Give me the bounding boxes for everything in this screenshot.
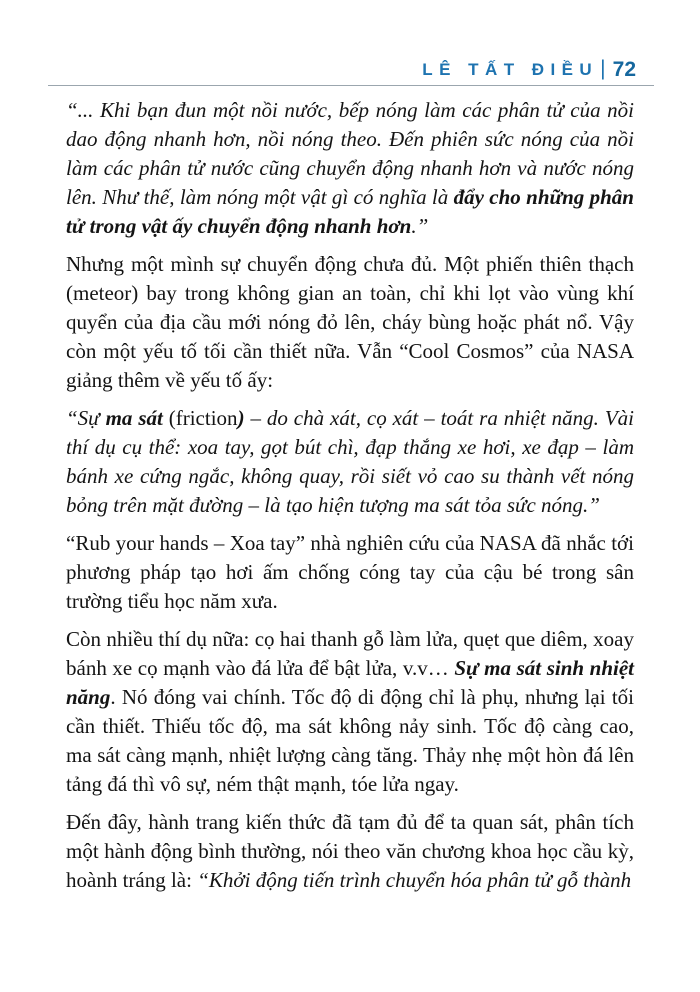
text-run-emphasis: ma sát <box>105 406 163 430</box>
text-run: “... Khi bạn đun một nồi nước, bếp nóng làm các phân tử của nồi dao động nhanh hơn, nồi nóng theo. Đến phiên sức nóng của nồi làm các phân tử nước cũng chuyển động nhanh hơn và nước nóng lên. Như thế, làm nóng một vật gì có nghĩa là <box>66 98 634 209</box>
running-head <box>422 58 636 82</box>
text-run: (friction <box>162 406 238 430</box>
text-run: . Nó đóng vai chính. Tốc độ di động chỉ là phụ, nhưng lại tối cần thiết. Thiếu tốc độ, ma sát không nảy sinh. Tốc độ càng cao, ma sát càng mạnh, nhiệt lượng càng tăng. Thảy nhẹ một hòn đá lên tảng đá thì vô sự, ném thật mạnh, tóe lửa ngay. <box>66 685 634 796</box>
text-run: Nhưng một mình sự chuyển động chưa đủ. Một phiến thiên thạch (meteor) bay trong không gian an toàn, chỉ khi lọt vào vùng khí quyển của địa cầu mới nóng đỏ lên, cháy bùng hoặc phát nổ. Vậy còn một yếu tố tối cần thiết nữa. Vẫn “Cool Cosmos” của NASA giảng thêm về yếu tố ấy: <box>66 252 634 392</box>
text-run: “Sự <box>66 406 106 430</box>
text-run: Còn nhiều thí dụ nữa: cọ hai thanh gỗ làm lửa, quẹt que diêm, xoay bánh xe cọ mạnh vào đá lửa để bật lửa, v.v… <box>66 627 634 680</box>
text-run-emphasis: đẩy cho những phân tử trong vật ấy chuyển động nhanh hơn <box>66 185 634 238</box>
text-run-emphasis: Sự ma sát sinh nhiệt năng <box>66 656 634 709</box>
text-run: “Rub your hands – Xoa tay” nhà nghiên cứu của NASA đã nhắc tới phương pháp tạo hơi ấm chống cóng tay của cậu bé trong sân trường tiểu học năm xưa. <box>66 531 634 613</box>
paragraph-rub-your-hands <box>66 529 634 616</box>
paragraph-quote-boiling-water <box>66 96 634 241</box>
text-run: “Khởi động tiến trình chuyển hóa phân tử gỗ thành <box>197 868 632 892</box>
paragraph-more-examples <box>66 625 634 799</box>
header-rule <box>48 85 654 86</box>
page-number: 72 <box>612 58 636 81</box>
paragraph-conclusion <box>66 808 634 895</box>
paragraph-friction-quote <box>66 404 634 520</box>
page-body <box>66 96 634 904</box>
text-run: – do chà xát, cọ xát – toát ra nhiệt năng. Vài thí dụ cụ thể: xoa tay, gọt bút chì, đạp thắng xe hơi, xe đạp – làm bánh xe cứng ngắc, không quay, rồi siết vỏ cao su thành vết nóng bỏng trên mặt đường – là tạo hiện tượng ma sát tỏa sức nóng.” <box>66 406 635 517</box>
author-name: LÊ TẤT ĐIỀU <box>422 60 599 79</box>
paragraph-meteor <box>66 250 634 395</box>
text-run: Đến đây, hành trang kiến thức đã tạm đủ để ta quan sát, phân tích một hành động bình thường, nói theo văn chương khoa học cầu kỳ, hoành tráng là: <box>66 810 634 892</box>
header-separator: | <box>600 57 606 80</box>
text-run-emphasis: ) <box>237 406 245 430</box>
text-run: .” <box>411 214 429 238</box>
